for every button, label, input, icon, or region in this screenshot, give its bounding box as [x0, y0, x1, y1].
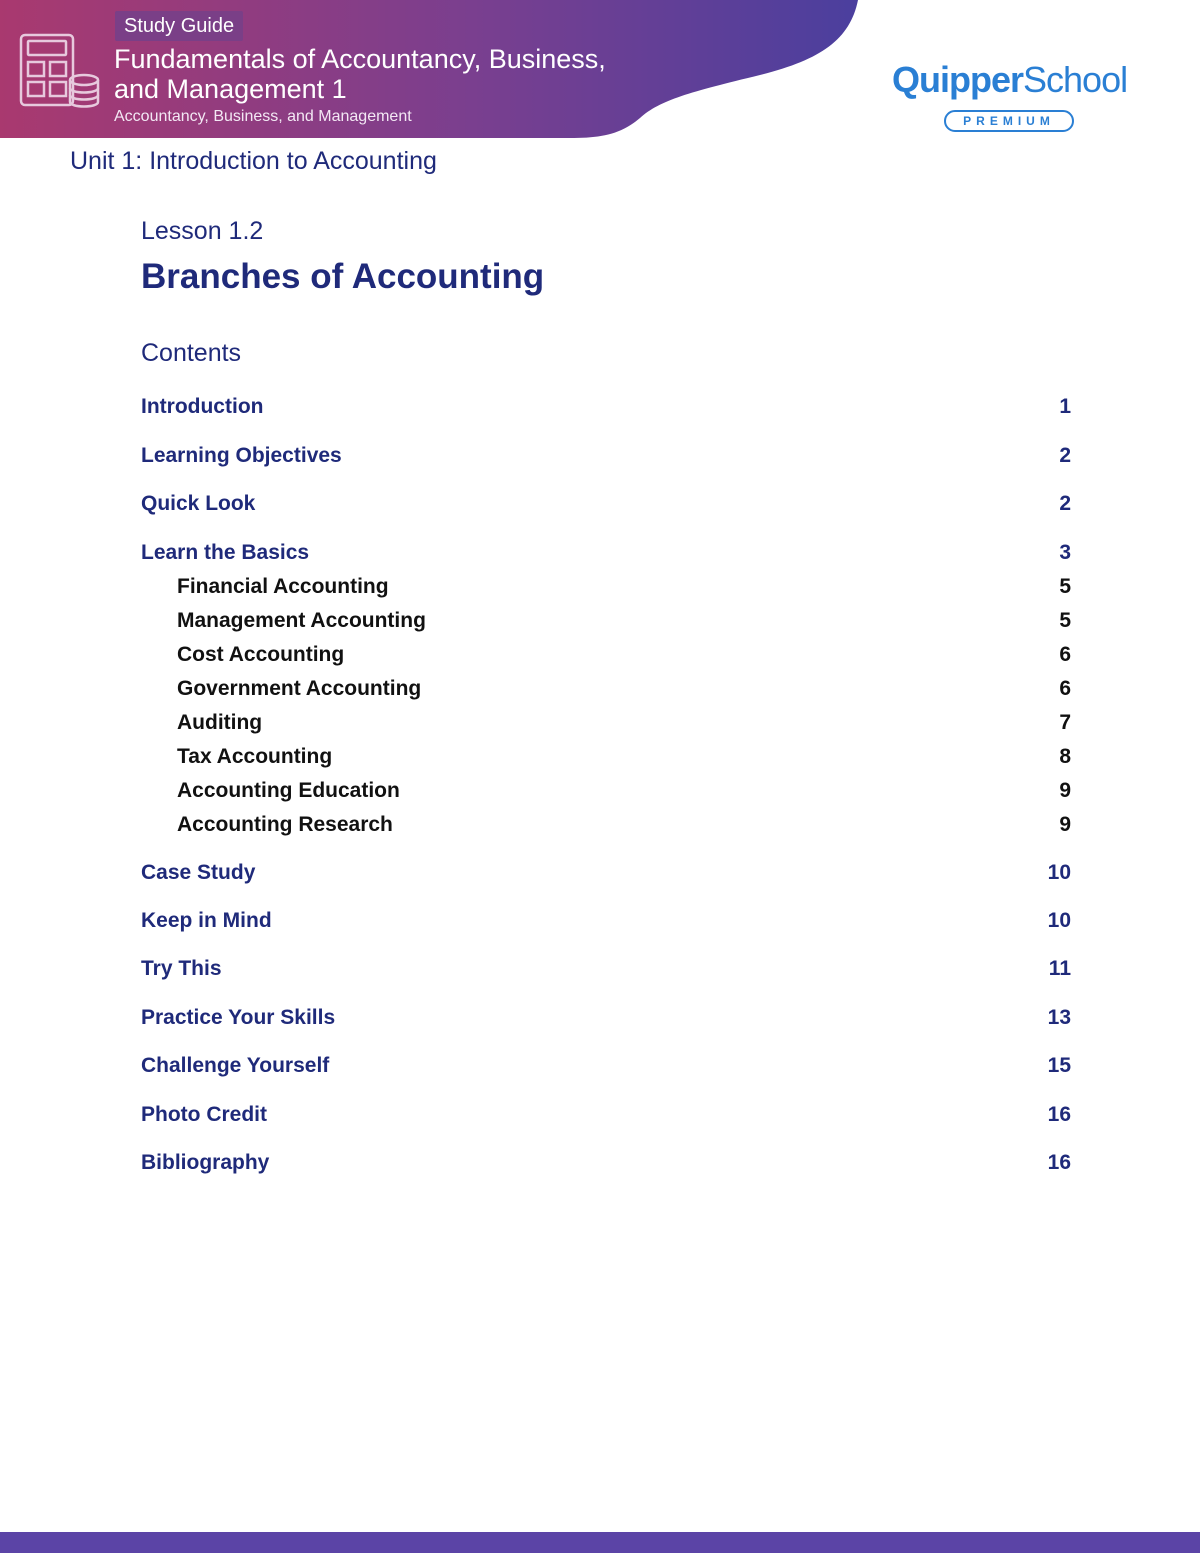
course-subtitle: Accountancy, Business, and Management — [114, 108, 412, 125]
toc-label: Try This — [141, 957, 222, 980]
course-title-line-2: and Management 1 — [114, 74, 347, 104]
lesson-number: Lesson 1.2 — [141, 217, 264, 245]
logo-premium-badge: PREMIUM — [944, 110, 1074, 132]
toc-page: 6 — [1059, 677, 1071, 700]
toc-item-accounting-research[interactable] — [141, 810, 1071, 840]
toc-page: 15 — [1047, 1054, 1071, 1077]
toc-page: 2 — [1059, 492, 1071, 515]
toc-label: Tax Accounting — [177, 745, 333, 768]
toc-item-financial-accounting[interactable] — [141, 572, 1071, 602]
toc-item-challenge-yourself[interactable] — [141, 1051, 1071, 1081]
toc-label: Quick Look — [141, 492, 256, 515]
toc-page: 5 — [1059, 609, 1071, 632]
toc-page: 16 — [1047, 1103, 1071, 1126]
toc-label: Learning Objectives — [141, 444, 342, 467]
toc-page: 13 — [1047, 1006, 1071, 1029]
toc-item-quick-look[interactable] — [141, 489, 1071, 519]
toc-page: 3 — [1059, 541, 1071, 564]
toc-page: 2 — [1059, 444, 1071, 467]
toc-page: 5 — [1059, 575, 1071, 598]
study-guide-badge: Study Guide — [115, 11, 243, 41]
toc-page: 1 — [1059, 395, 1071, 418]
logo-brand-part2: School — [1023, 59, 1128, 100]
unit-title: Unit 1: Introduction to Accounting — [70, 147, 437, 175]
toc-page: 10 — [1047, 861, 1071, 884]
toc-item-case-study[interactable] — [141, 858, 1071, 888]
page-header — [0, 0, 1200, 140]
toc-page: 16 — [1047, 1151, 1071, 1174]
lesson-title: Branches of Accounting — [141, 257, 545, 296]
toc-page: 10 — [1047, 909, 1071, 932]
logo-wordmark — [892, 58, 1132, 102]
quipper-school-logo — [892, 58, 1132, 128]
toc-item-cost-accounting[interactable] — [141, 640, 1071, 670]
course-title — [114, 44, 674, 104]
toc-label: Auditing — [177, 711, 263, 734]
toc-label: Photo Credit — [141, 1103, 267, 1126]
toc-label: Financial Accounting — [177, 575, 389, 598]
toc-item-practice-your-skills[interactable] — [141, 1003, 1071, 1033]
toc-item-bibliography[interactable] — [141, 1148, 1071, 1178]
toc-page: 9 — [1059, 779, 1071, 802]
toc-label: Government Accounting — [177, 677, 422, 700]
toc-page: 9 — [1059, 813, 1071, 836]
toc-item-auditing[interactable] — [141, 708, 1071, 738]
toc-item-learn-the-basics[interactable] — [141, 538, 1071, 568]
toc-label: Introduction — [141, 395, 264, 418]
toc-label: Management Accounting — [177, 609, 426, 632]
toc-item-keep-in-mind[interactable] — [141, 906, 1071, 936]
course-title-line-1: Fundamentals of Accountancy, Business, — [114, 44, 606, 74]
toc-page: 7 — [1059, 711, 1071, 734]
toc-item-photo-credit[interactable] — [141, 1100, 1071, 1130]
toc-page: 11 — [1048, 957, 1071, 980]
toc-item-introduction[interactable] — [141, 392, 1071, 422]
toc-page: 8 — [1059, 745, 1071, 768]
toc-item-learning-objectives[interactable] — [141, 441, 1071, 471]
toc-label: Cost Accounting — [177, 643, 345, 666]
toc-label: Keep in Mind — [141, 909, 272, 932]
toc-label: Case Study — [141, 861, 256, 884]
calculator-icon — [18, 32, 100, 110]
logo-brand-part1: Quipper — [892, 59, 1024, 100]
toc-item-accounting-education[interactable] — [141, 776, 1071, 806]
toc-label: Accounting Research — [177, 813, 393, 836]
toc-item-management-accounting[interactable] — [141, 606, 1071, 636]
toc-item-government-accounting[interactable] — [141, 674, 1071, 704]
toc-label: Accounting Education — [177, 779, 400, 802]
toc-label: Bibliography — [141, 1151, 270, 1174]
toc-item-try-this[interactable] — [141, 954, 1071, 984]
contents-heading: Contents — [141, 339, 242, 367]
toc-page: 6 — [1059, 643, 1071, 666]
footer-bar — [0, 1532, 1200, 1553]
toc-label: Learn the Basics — [141, 541, 310, 564]
toc-label: Practice Your Skills — [141, 1006, 336, 1029]
toc-item-tax-accounting[interactable] — [141, 742, 1071, 772]
toc-label: Challenge Yourself — [141, 1054, 330, 1077]
